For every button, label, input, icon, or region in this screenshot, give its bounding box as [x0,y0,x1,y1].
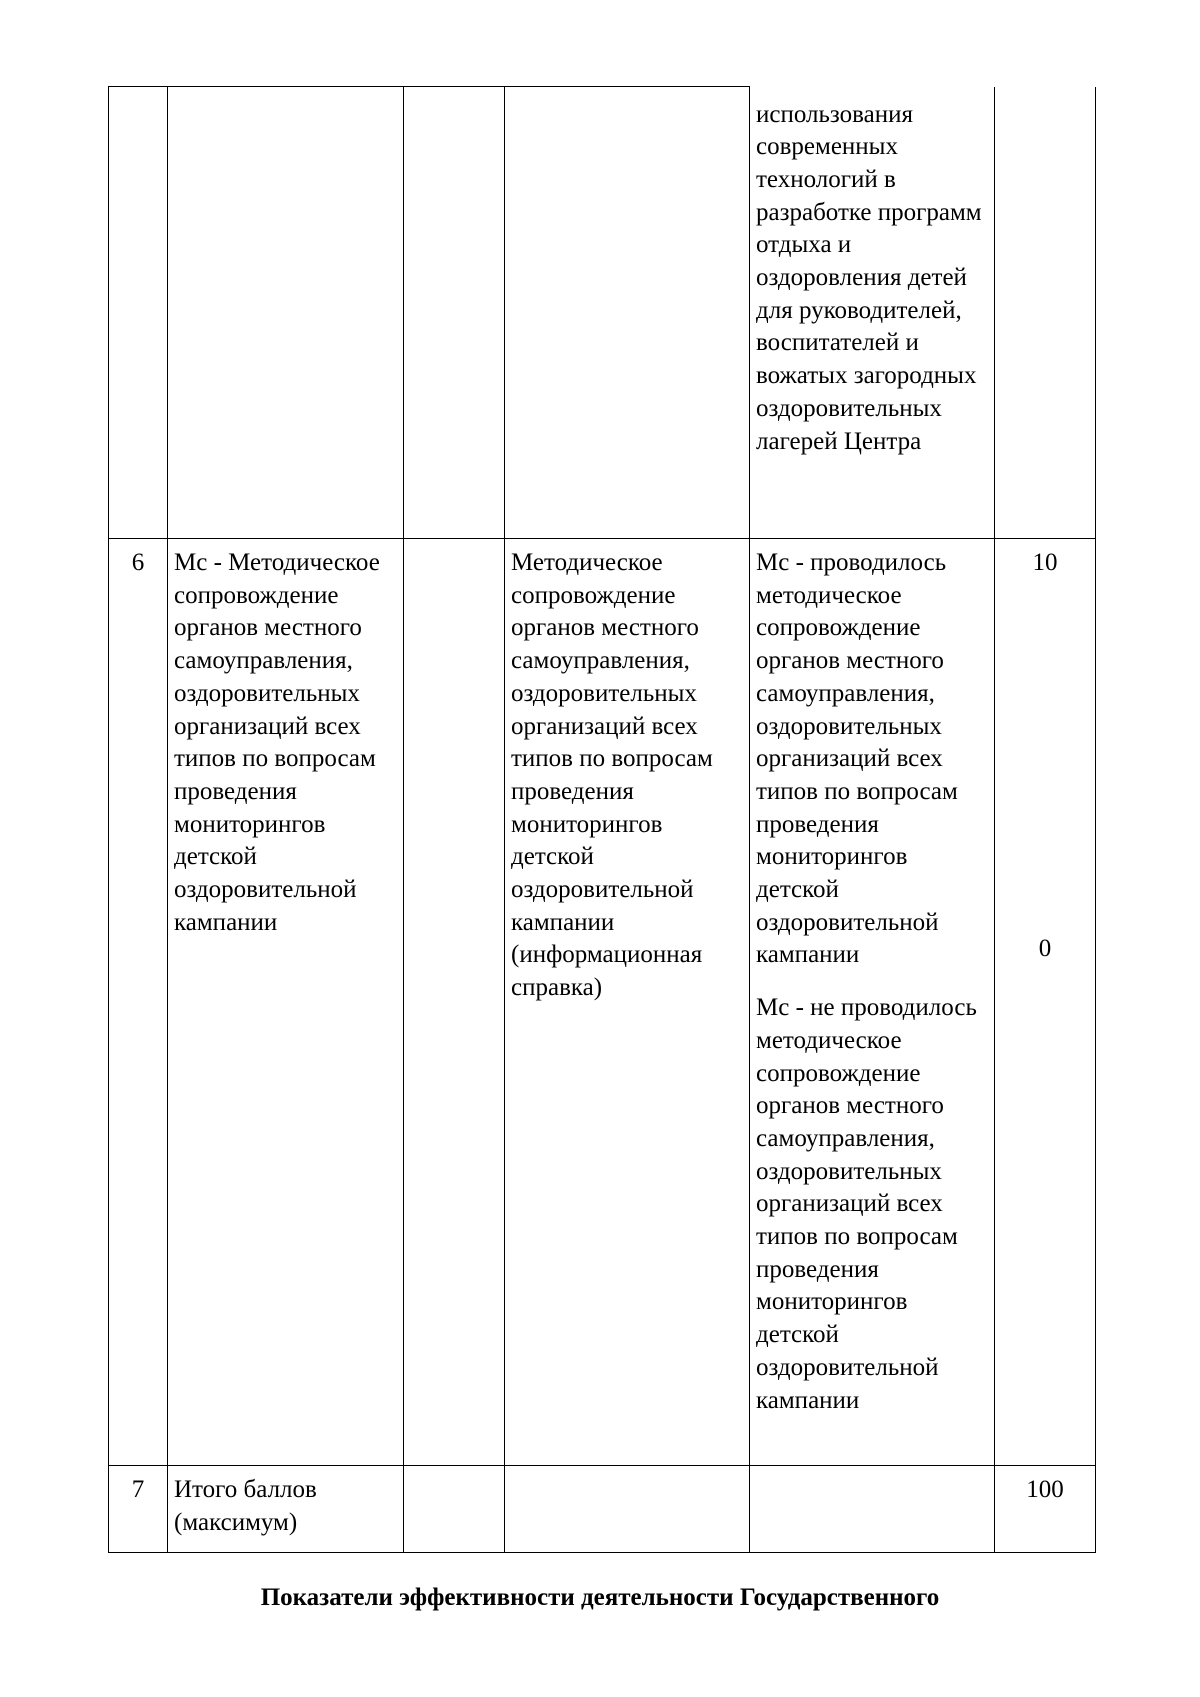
cell-criteria-continuation: использования современных технологий в разработке программ отдыха и оздоровления детей для руководителей, воспитателей и вожатых загородных оздоровительных лагерей Центра [750,87,995,539]
cell-source-empty [505,87,750,539]
table-row-continuation [109,87,1096,539]
criteria-yes: Мс - проводилось методическое сопровождение органов местного самоуправления, оздоровительных организаций всех типов по вопросам проведения мониторингов детской оздоровительной кампании [756,549,958,969]
cell-criteria [750,539,995,1466]
score-no: 0 [1038,934,1052,962]
criteria-no: Мс - не проводилось методическое сопровождение органов местного самоуправления, оздоровительных организаций всех типов по вопросам проведения мониторингов детской оздоровительной кампании [756,994,977,1414]
cell-row-number: 6 [109,539,168,1466]
cell-indicator: Итого баллов (максимум) [168,1466,404,1553]
cell-indicator: Мс - Методическое сопровождение органов местного самоуправления, оздоровительных организаций всех типов по вопросам проведения мониторингов детской оздоровительной кампании [168,539,404,1466]
cell-score-empty [995,87,1096,539]
cell-indicator-empty [168,87,404,539]
cell-score [995,539,1096,1466]
cell-row-number: 7 [109,1466,168,1553]
score-yes: 10 [1032,549,1058,576]
cell-source: Методическое сопровождение органов местного самоуправления, оздоровительных организаций всех типов по вопросам проведения мониторингов детской оздоровительной кампании (информационная справка) [505,539,750,1466]
cell-col3 [404,539,505,1466]
criteria-table [108,86,1096,1553]
table-row-6 [109,539,1096,1466]
section-heading: Показатели эффективности деятельности Государственного [260,1584,940,1611]
cell-col3-empty [404,1466,505,1553]
cell-num-empty [109,87,168,539]
cell-criteria-empty [750,1466,995,1553]
cell-score-total: 100 [995,1466,1096,1553]
table-row-7 [109,1466,1096,1553]
cell-source-empty [505,1466,750,1553]
cell-col3-empty [404,87,505,539]
